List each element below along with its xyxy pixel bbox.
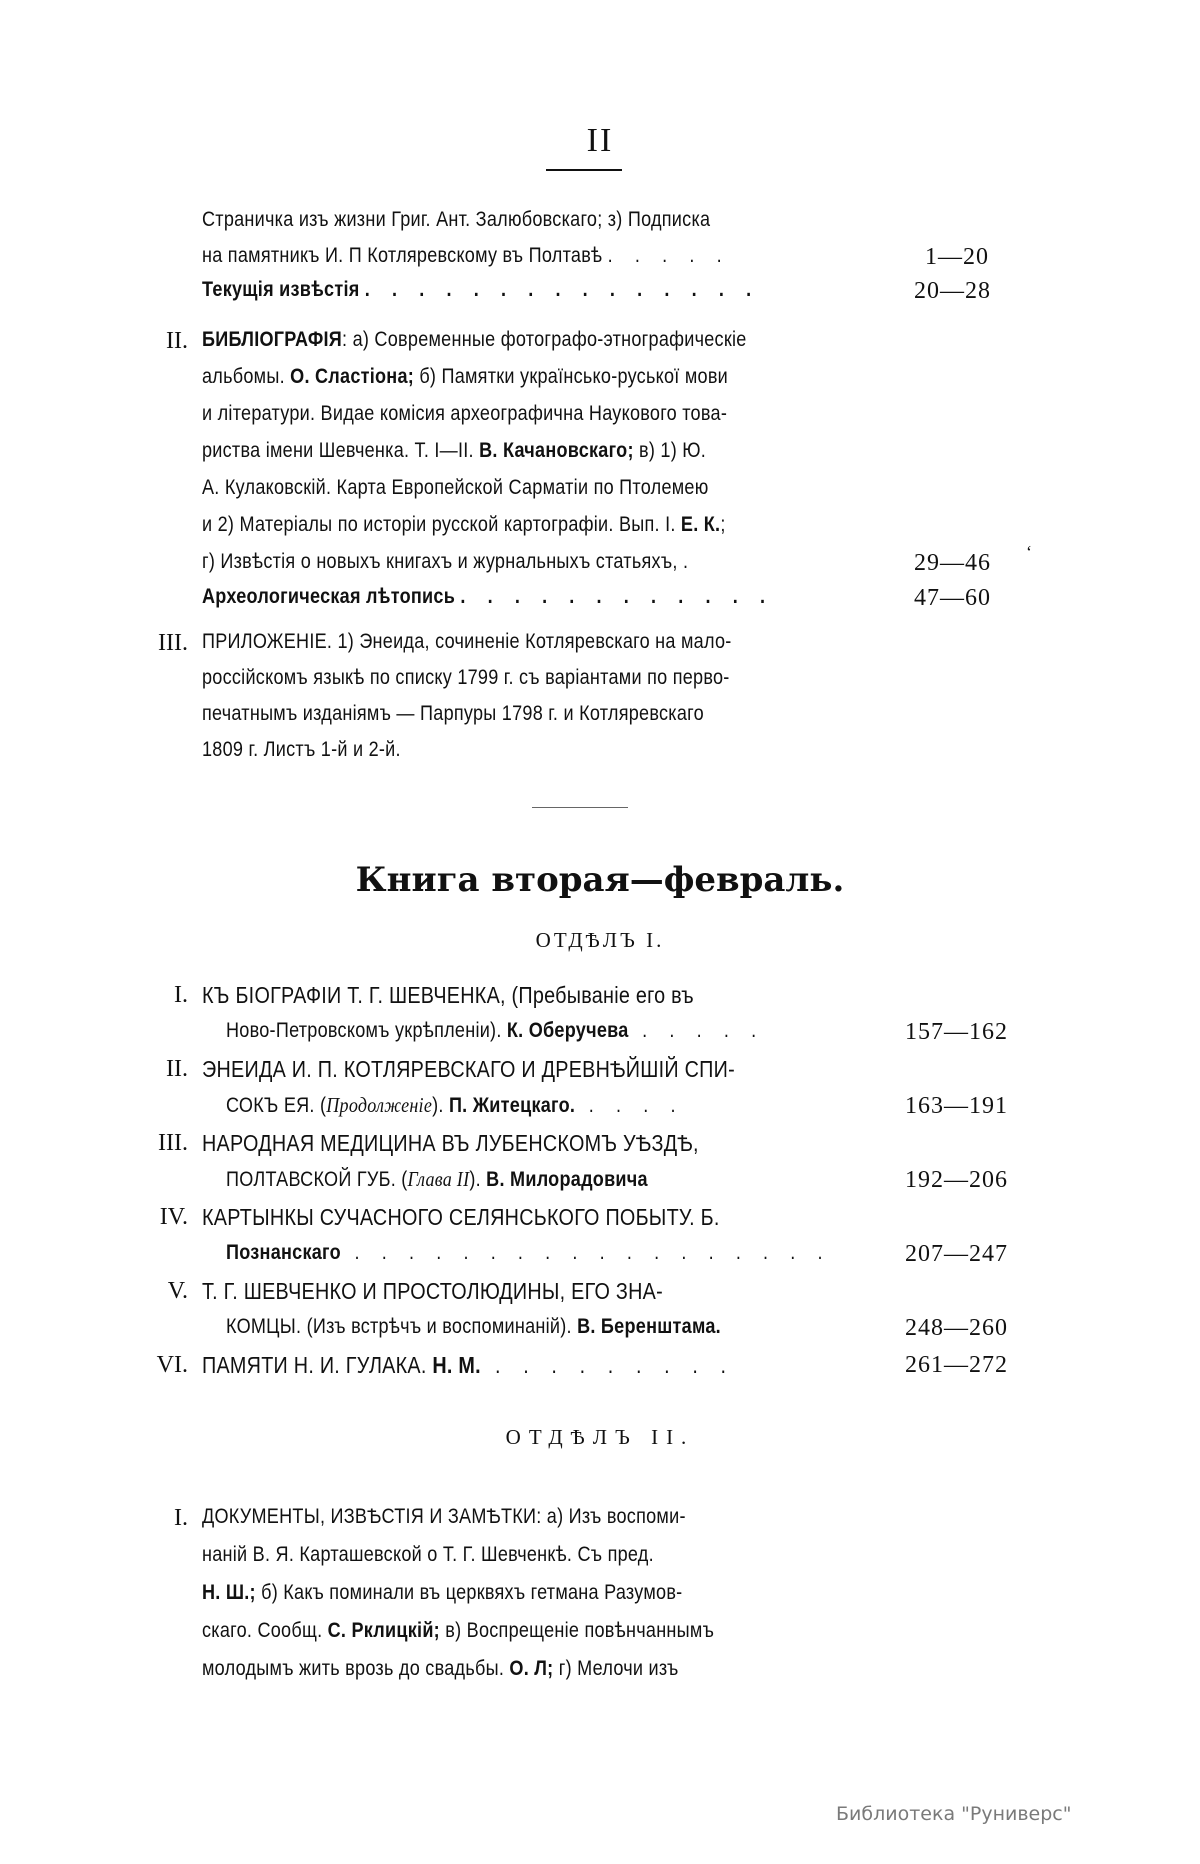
section-title: ОТДѢЛЪ I. [535, 928, 665, 952]
toc-text: Текущія извѣстія [202, 278, 360, 301]
toc-line [202, 1505, 686, 1529]
toc-text: и літератури. Видае комісия археографична Наукового това- [202, 402, 728, 425]
leader-dots: . . . . . . . . . . . . . . . . . . [340, 1241, 832, 1264]
entry-number: III. [158, 630, 188, 656]
leader-dots: . . . . . [607, 244, 731, 267]
entry-number: II. [166, 1056, 188, 1082]
leader-dots: . . . . . . . . . . . . [460, 585, 774, 608]
toc-text: скаго. Сообщ. [202, 1619, 328, 1642]
leader-dots: . . . . [575, 1094, 685, 1117]
toc-line: ЭНЕИДА И. П. КОТЛЯРЕВСКАГО И ДРЕВНѢЙШІЙ СПИ- [202, 1056, 735, 1082]
author-name: Н. Ш.; [202, 1581, 256, 1604]
toc-line [226, 1315, 721, 1339]
toc-text: россійскомъ языкѣ по списку 1799 г. съ варіантами по перво- [202, 666, 730, 689]
toc-text: г) Мелочи изъ [553, 1657, 679, 1680]
toc-line [202, 666, 730, 690]
page-range: 192—206 [905, 1167, 1008, 1193]
entry-number: VI. [156, 1352, 188, 1378]
toc-line: КЪ БІОГРАФІИ Т. Г. ШЕВЧЕНКА, (Пребываніе его въ [202, 982, 694, 1008]
toc-line [202, 476, 709, 500]
toc-line: Т. Г. ШЕВЧЕНКО И ПРОСТОЛЮДИНЫ, ЕГО ЗНА- [202, 1278, 663, 1304]
library-watermark: Библиотека "Руниверс" [836, 1803, 1072, 1825]
toc-line [202, 738, 401, 762]
toc-text: А. Кулаковскій. Карта Европейской Сарматіи по Птолемею [202, 476, 709, 499]
author-name: Познанскаго [226, 1241, 341, 1264]
toc-line [226, 1019, 765, 1043]
toc-line [226, 1241, 831, 1265]
toc-text: б) Какъ поминали въ церквяхъ гетмана Разумов- [255, 1581, 683, 1604]
toc-text: ПОЛТАВСКОЙ ГУБ. ( [226, 1168, 408, 1191]
section-title: ОТДѢЛЪ II. [505, 1425, 695, 1449]
toc-line [202, 1657, 679, 1681]
toc-line [202, 365, 728, 389]
toc-line [226, 1167, 648, 1192]
toc-line [202, 1543, 654, 1567]
toc-line [226, 1093, 684, 1118]
toc-text: на памятникъ И. П Котляревскому въ Полтавѣ [202, 244, 603, 267]
toc-text: Археологическая лѣтопись [202, 585, 456, 608]
page-number: II [586, 122, 614, 159]
toc-line [202, 328, 747, 352]
author-name: П. Житецкаго. [448, 1094, 576, 1117]
toc-text: ПАМЯТИ Н. И. ГУЛАКА. [202, 1352, 433, 1378]
leader-dots: . . . . . . . . . . . . . . . [364, 278, 760, 301]
toc-line [202, 1581, 682, 1605]
toc-line [202, 402, 727, 426]
toc-text: ; [720, 513, 726, 536]
toc-line [202, 1619, 714, 1643]
page-range: 163—191 [905, 1093, 1008, 1119]
toc-text: в) Воспрещеніе повѣнчаннымъ [439, 1619, 715, 1642]
author-name: В. Качановскаго; [479, 439, 634, 462]
toc-text: ДОКУМЕНТЫ, ИЗВѢСТІЯ И ЗАМѢТКИ: а) Изъ воспоми- [202, 1505, 686, 1528]
toc-text: г) Извѣстія о новыхъ книгахъ и журнальныхъ статьяхъ, [202, 550, 678, 573]
separator-rule [532, 807, 628, 808]
toc-line [202, 1352, 735, 1379]
toc-text: ). [432, 1094, 449, 1117]
page-range: 20—28 [914, 278, 991, 304]
leader-dots: . . . . . [628, 1019, 765, 1042]
toc-text: в) 1) Ю. [633, 439, 707, 462]
toc-text: и 2) Матеріалы по исторіи русской картографіи. Вып. I. [202, 513, 681, 536]
toc-line: КАРТЫНКЫ СУЧАСНОГО СЕЛЯНСЬКОГО ПОБЫТУ. Б. [202, 1204, 720, 1230]
margin-mark: ‘ [1026, 542, 1032, 562]
toc-text: ). [469, 1168, 487, 1191]
entry-number: IV. [159, 1204, 188, 1230]
toc-text: : а) Современные фотографо-этнографическіе [342, 328, 747, 351]
toc-line [202, 630, 732, 654]
toc-line: НАРОДНАЯ МЕДИЦИНА ВЪ ЛУБЕНСКОМЪ УѢЗДѢ, [202, 1130, 699, 1156]
toc-line [202, 585, 774, 609]
toc-text: КОМЦЫ. (Изъ встрѣчъ и воспоминаній). [226, 1315, 578, 1338]
page-range: 29—46 [914, 550, 991, 576]
author-name: БИБЛІОГРАФІЯ [202, 328, 343, 351]
page-range: 157—162 [905, 1019, 1008, 1045]
page-range: 207—247 [905, 1241, 1008, 1267]
book-title: Книга вторая—февраль. [355, 860, 845, 900]
toc-line [202, 513, 726, 537]
author-name: В. Милорадовича [486, 1168, 648, 1191]
author-name: В. Беренштама. [577, 1315, 721, 1338]
toc-line [202, 439, 706, 463]
toc-line: Страничка изъ жизни Григ. Ант. Залюбовскаго; з) Подписка [202, 208, 711, 231]
leader-dots: . [682, 550, 697, 573]
toc-text: б) Памятки українсько-руської мови [414, 365, 729, 388]
toc-text-italic: Глава II [407, 1167, 470, 1191]
toc-text: ПРИЛОЖЕНІЕ. 1) Энеида, сочиненіе Котляревскаго на мало- [202, 630, 732, 653]
toc-text: наній В. Я. Карташевской о Т. Г. Шевченкѣ. Съ пред. [202, 1543, 654, 1566]
toc-text: СОКЪ ЕЯ. ( [226, 1094, 327, 1117]
entry-number: III. [158, 1130, 188, 1156]
toc-text: печатнымъ изданіямъ — Парпуры 1798 г. и Котляревскаго [202, 702, 704, 725]
page-number-rule [546, 169, 622, 171]
toc-line [202, 278, 760, 302]
toc-line [202, 244, 730, 268]
toc-line [202, 550, 697, 574]
toc-line [202, 702, 704, 726]
toc-text: альбомы. [202, 365, 291, 388]
toc-text: молодымъ жить врозь до свадьбы. [202, 1657, 510, 1680]
leader-dots: . . . . . . . . . [480, 1352, 735, 1378]
entry-number: I. [174, 1505, 188, 1531]
entry-number: II. [166, 328, 188, 354]
entry-number: I. [174, 982, 188, 1008]
page-range: 248—260 [905, 1315, 1008, 1341]
author-name: С. Рклицкій; [327, 1619, 440, 1642]
author-name: О. Сластіона; [290, 365, 415, 388]
toc-text: риства імени Шевченка. Т. I—II. [202, 439, 480, 462]
author-name: Н. М. [432, 1352, 481, 1378]
toc-text: 1809 г. Листъ 1-й и 2-й. [202, 738, 401, 761]
page-range: 261—272 [905, 1352, 1008, 1378]
author-name: О. Л; [509, 1657, 554, 1680]
author-name: Е. К. [680, 513, 721, 536]
author-name: К. Оберучева [506, 1019, 629, 1042]
page-range: 1—20 [925, 244, 989, 270]
toc-text: Ново-Петровскомъ укрѣпленіи). [226, 1019, 507, 1042]
page-range: 47—60 [914, 585, 991, 611]
entry-number: V. [167, 1278, 188, 1304]
toc-text-italic: Продолженіе [326, 1093, 433, 1117]
